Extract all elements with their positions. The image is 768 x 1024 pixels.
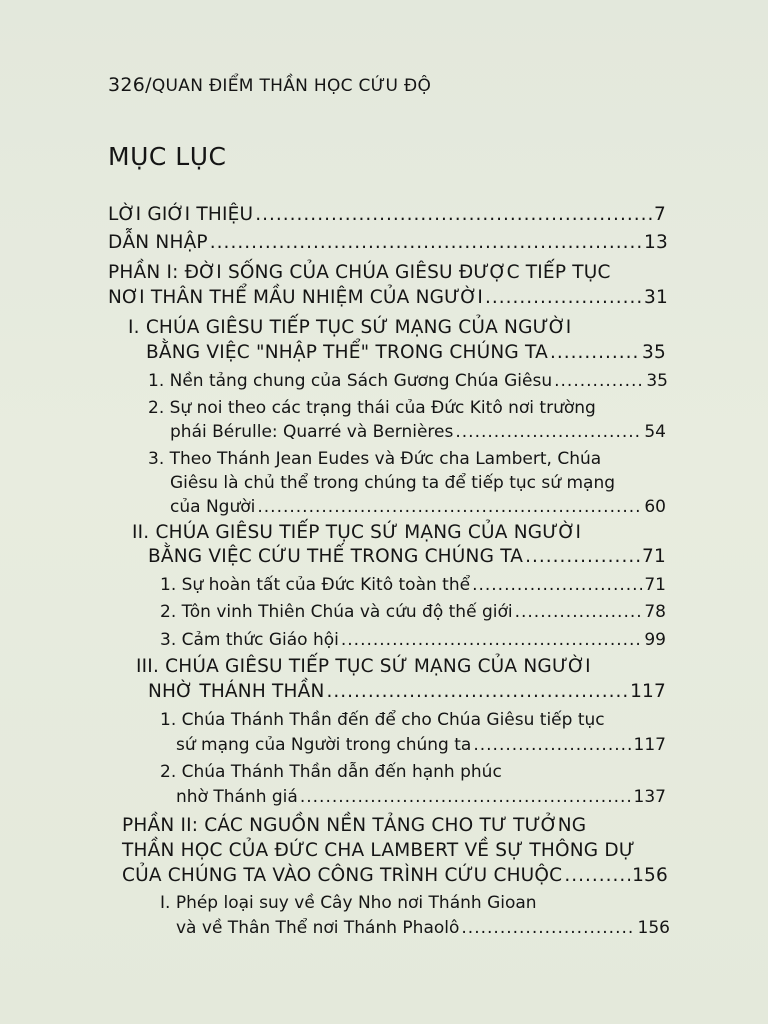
toc-entry-text: 2. Sự noi theo các trạng thái của Đức Kitô nơi trường [148, 398, 596, 418]
toc-leader-dots [255, 204, 652, 226]
toc-entry [108, 287, 668, 309]
toc-entry [128, 317, 571, 339]
toc-entry-text: 1. Nền tảng chung của Sách Gương Chúa Giêsu [148, 371, 553, 391]
toc-entry-text: CỦA CHÚNG TA VÀO CÔNG TRÌNH CỨU CHUỘC [122, 865, 563, 886]
toc-entry-text: III. CHÚA GIÊSU TIẾP TỤC SỨ MẠNG CỦA NGƯỜI [136, 656, 591, 677]
toc-entry-page: 117 [633, 735, 666, 755]
toc-entry-text: BẰNG VIỆC CỨU THẾ TRONG CHÚNG TA [148, 546, 524, 567]
toc-entry [108, 262, 611, 284]
toc-entry [160, 709, 605, 731]
toc-entry-text: của Người [170, 497, 256, 517]
toc-entry-page: 117 [630, 681, 666, 702]
toc-entry [122, 840, 635, 862]
toc-entry [160, 629, 666, 651]
toc-entry [108, 204, 666, 226]
toc-entry [170, 421, 666, 443]
toc-entry-page: 54 [644, 422, 666, 442]
toc-entry-text: 3. Cảm thức Giáo hội [160, 630, 339, 650]
toc-leader-dots [525, 546, 640, 568]
toc-entry [148, 397, 596, 419]
toc-entry [132, 522, 581, 544]
toc-entry-text: I. Phép loại suy về Cây Nho nơi Thánh Gioan [160, 893, 537, 913]
running-header [108, 74, 431, 96]
toc-leader-dots [473, 734, 631, 756]
toc-entry-text: I. CHÚA GIÊSU TIẾP TỤC SỨ MẠNG CỦA NGƯỜI [128, 317, 572, 338]
toc-entry-text: NƠI THÂN THỂ MẦU NHIỆM CỦA NGƯỜI [108, 287, 483, 308]
toc-entry-page: 31 [644, 287, 668, 308]
toc-entry [176, 786, 666, 808]
toc-entry [136, 656, 591, 678]
toc-entry [160, 761, 502, 783]
toc-entry [160, 601, 666, 623]
toc-entry [170, 472, 615, 494]
toc-entry [170, 496, 666, 518]
toc-entry-text: II. CHÚA GIÊSU TIẾP TỤC SỨ MẠNG CỦA NGƯỜI [132, 522, 582, 543]
toc-leader-dots [341, 629, 643, 651]
toc-entry-page: 35 [646, 371, 668, 391]
toc-leader-dots [327, 681, 629, 703]
toc-entry [148, 546, 666, 568]
toc-entry [108, 232, 668, 254]
toc-leader-dots [461, 917, 635, 939]
toc-leader-dots [210, 232, 642, 254]
toc-entry [160, 892, 537, 914]
toc-entry [122, 865, 668, 887]
toc-entry-text: DẪN NHẬP [108, 232, 208, 253]
toc-entry-text: PHẦN II: CÁC NGUỒN NỀN TẢNG CHO TƯ TƯỞNG [122, 815, 587, 836]
toc-entry-text: LỜI GIỚI THIỆU [108, 204, 254, 225]
toc-entry-text: nhờ Thánh giá [176, 787, 298, 807]
toc-entry [176, 734, 666, 756]
toc-entry-text: 1. Chúa Thánh Thần đến để cho Chúa Giêsu tiếp tục [160, 710, 605, 730]
header-running-title: QUAN ĐIỂM THẦN HỌC CỨU ĐỘ [151, 76, 432, 96]
toc-title: MỤC LỤC [108, 142, 227, 171]
toc-leader-dots [472, 574, 642, 596]
toc-entry [148, 448, 601, 470]
toc-entry-page: 13 [644, 232, 668, 253]
toc-entry-page: 156 [637, 918, 670, 938]
toc-leader-dots [554, 370, 644, 392]
toc-entry-text: 1. Sự hoàn tất của Đức Kitô toàn thể [160, 575, 471, 595]
toc-entry-text: THẦN HỌC CỦA ĐỨC CHA LAMBERT VỀ SỰ THÔNG DỰ [122, 840, 635, 861]
toc-entry [122, 815, 586, 837]
toc-entry-text: 3. Theo Thánh Jean Eudes và Đức cha Lambert, Chúa [148, 449, 602, 469]
toc-entry [176, 917, 670, 939]
toc-leader-dots [455, 421, 642, 443]
toc-entry-page: 78 [644, 602, 666, 622]
toc-entry [148, 681, 666, 703]
toc-leader-dots [300, 786, 632, 808]
toc-entry-text: PHẦN I: ĐỜI SỐNG CỦA CHÚA GIÊSU ĐƯỢC TIẾP TỤC [108, 262, 611, 283]
toc-entry [146, 342, 666, 364]
toc-entry-page: 71 [642, 546, 666, 567]
toc-entry-text: 2. Chúa Thánh Thần dẫn đến hạnh phúc [160, 762, 502, 782]
toc-entry-page: 156 [632, 865, 668, 886]
toc-entry-text: phái Bérulle: Quarré và Bernières [170, 422, 454, 442]
toc-entry-text: Giêsu là chủ thể trong chúng ta để tiếp tục sứ mạng [170, 473, 616, 493]
toc-entry-page: 35 [642, 342, 666, 363]
toc-leader-dots [564, 865, 630, 887]
toc-entry-text: 2. Tôn vinh Thiên Chúa và cứu độ thế giới [160, 602, 513, 622]
toc-entry-page: 99 [644, 630, 666, 650]
toc-entry-text: và về Thân Thể nơi Thánh Phaolô [176, 918, 460, 938]
toc-leader-dots [550, 342, 640, 364]
toc-entry-page: 60 [644, 497, 666, 517]
toc-entry [160, 574, 666, 596]
toc-entry-page: 71 [644, 575, 666, 595]
toc-entry-text: BẰNG VIỆC "NHẬP THỂ" TRONG CHÚNG TA [146, 342, 548, 363]
toc-leader-dots [485, 287, 642, 309]
toc-entry [148, 370, 668, 392]
header-page-number: 326/ [108, 74, 152, 96]
toc-entry-text: NHỜ THÁNH THẦN [148, 681, 325, 702]
toc-leader-dots [257, 496, 642, 518]
toc-leader-dots [515, 601, 643, 623]
toc-entry-page: 137 [633, 787, 666, 807]
toc-entry-page: 7 [654, 204, 666, 225]
toc-entry-text: sứ mạng của Người trong chúng ta [176, 735, 472, 755]
